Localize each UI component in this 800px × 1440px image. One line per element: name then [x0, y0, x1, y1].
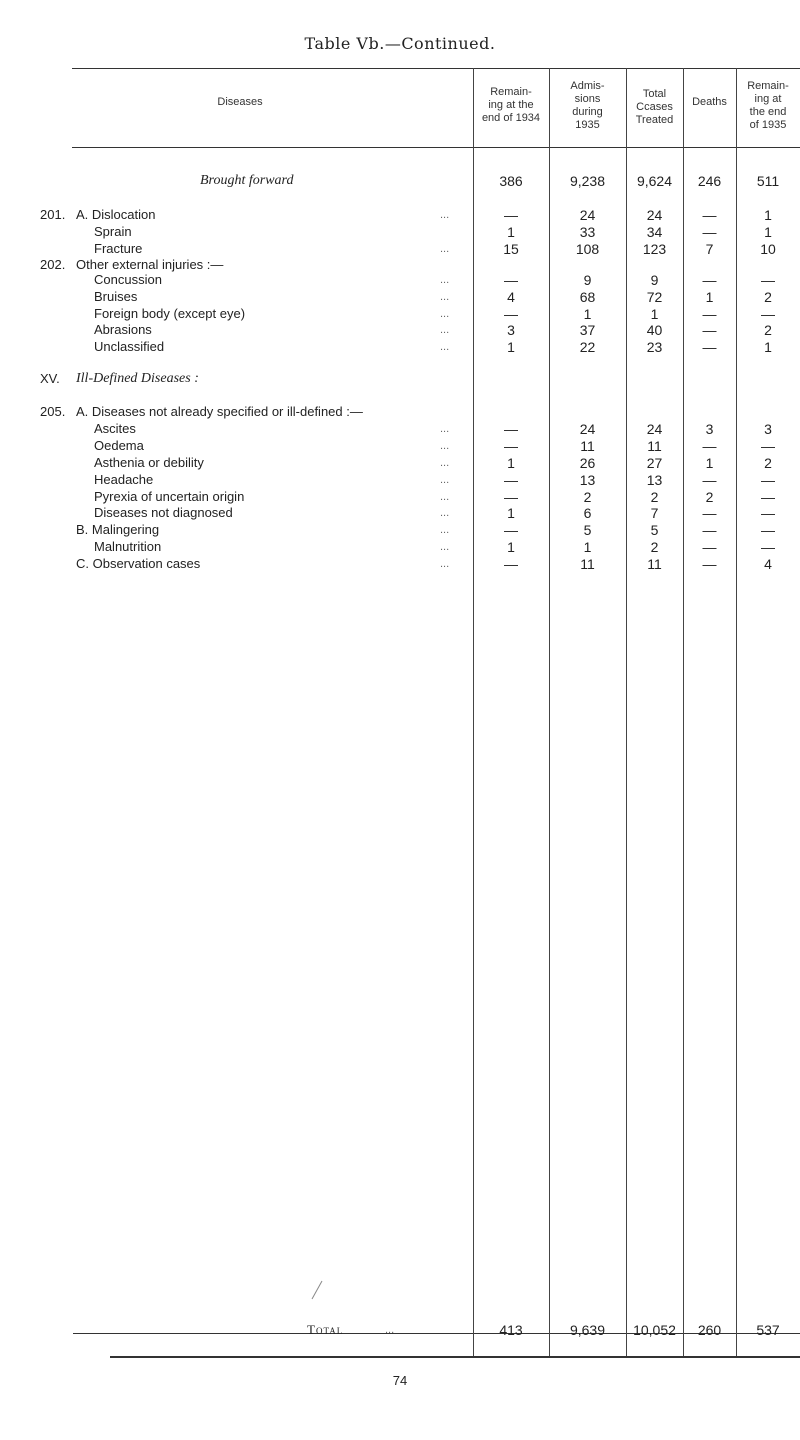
cell: —: [504, 556, 518, 572]
cell: 1: [507, 224, 515, 240]
row-number: 201.: [40, 207, 66, 222]
cell: 72: [646, 289, 663, 305]
cell: —: [761, 539, 775, 555]
total-label: Total: [307, 1322, 344, 1337]
cell: —: [504, 522, 518, 538]
stray-slash-mark: [310, 1280, 324, 1300]
row-label: Oedema: [94, 438, 144, 453]
cell: 2: [764, 322, 772, 338]
leader-dots: ...: [440, 209, 450, 221]
cell: 24: [646, 207, 663, 223]
cell: 11: [580, 556, 595, 572]
row-label: B. Malingering: [76, 522, 160, 537]
leader-dots: ...: [440, 491, 450, 503]
cell: 1: [650, 306, 659, 322]
cell: 24: [579, 421, 596, 437]
leader-dots: ...: [440, 474, 450, 486]
cell: 27: [646, 455, 663, 471]
total-dots: ...: [385, 1324, 395, 1336]
row-number: XV.: [40, 371, 60, 386]
cell: —: [504, 489, 518, 505]
brought-forward-label: Brought forward: [200, 173, 294, 188]
cell: 108: [575, 241, 600, 257]
table-row: [0, 438, 800, 454]
leader-dots: ...: [440, 341, 450, 353]
table-row: [0, 241, 800, 257]
table-row: [0, 306, 800, 322]
cell: —: [702, 339, 717, 355]
table-row: [0, 404, 800, 420]
row-label: Malnutrition: [94, 539, 162, 554]
row-label: Ascites: [94, 421, 136, 436]
leader-dots: ...: [440, 324, 450, 336]
cell: 9,639: [569, 1322, 606, 1338]
cell: —: [702, 438, 717, 454]
table-row: [0, 455, 800, 471]
table-row: [0, 257, 800, 273]
cell: 1: [764, 339, 772, 355]
row-label: Ill-Defined Diseases :: [76, 371, 199, 386]
cell: 123: [642, 241, 667, 257]
table-row: [0, 371, 800, 387]
cell: —: [504, 421, 518, 437]
cell: 413: [499, 1322, 523, 1338]
cell: —: [504, 207, 518, 223]
cell: 9: [650, 272, 659, 288]
page-number: 74: [392, 1373, 408, 1388]
row-label: Headache: [94, 472, 154, 487]
cell: 34: [646, 224, 663, 240]
row-label: A. Dislocation: [76, 207, 156, 222]
cell: —: [702, 472, 717, 488]
cell: 5: [583, 522, 592, 538]
table-row: [0, 489, 800, 505]
cell: 5: [650, 522, 659, 538]
table-row: [0, 505, 800, 521]
cell: 6: [583, 505, 592, 521]
row-label: Foreign body (except eye): [94, 306, 246, 321]
cell: 22: [579, 339, 596, 355]
brought-forward-row: [0, 173, 800, 189]
cell: —: [702, 272, 717, 288]
header-top-rule: [72, 68, 800, 69]
cell: 1: [764, 207, 772, 223]
cell: 3: [764, 421, 772, 437]
cell: 1: [507, 339, 515, 355]
cell: 1: [507, 539, 515, 555]
cell: 23: [646, 339, 663, 355]
cell: 7: [705, 241, 714, 257]
cell: 40: [646, 322, 663, 338]
header-remain-end: Remain- ing at the end of 1935: [747, 80, 789, 131]
table-title: Table Vb.—Continued.: [304, 34, 496, 53]
total-row: [0, 1322, 800, 1338]
leader-dots: ...: [440, 541, 450, 553]
cell: 10,052: [633, 1322, 676, 1338]
cell: 1: [705, 289, 714, 305]
cell: 511: [756, 173, 780, 189]
cell: 1: [705, 455, 714, 471]
cell: 2: [764, 455, 772, 471]
cell: —: [504, 472, 518, 488]
cell: —: [761, 438, 775, 454]
cell: 1: [583, 306, 592, 322]
cell: 246: [697, 173, 722, 189]
cell: —: [504, 272, 518, 288]
cell: 11: [647, 438, 662, 454]
cell: —: [761, 522, 775, 538]
cell: —: [702, 556, 717, 572]
leader-dots: ...: [440, 440, 450, 452]
leader-dots: ...: [440, 457, 450, 469]
cell: 3: [507, 322, 515, 338]
cell: —: [761, 489, 775, 505]
table-row: [0, 207, 800, 223]
header-remain-start: Remain- ing at the end of 1934: [481, 86, 541, 124]
cell: —: [702, 539, 717, 555]
cell: 24: [579, 207, 596, 223]
row-label: Unclassified: [94, 339, 165, 354]
cell: —: [702, 224, 717, 240]
cell: 2: [650, 489, 659, 505]
cell: 1: [507, 505, 515, 521]
cell: 386: [499, 173, 523, 189]
leader-dots: ...: [440, 558, 450, 570]
cell: 3: [705, 421, 714, 437]
table-row: [0, 289, 800, 305]
row-label: A. Diseases not already specified or ill-defined :—: [76, 404, 363, 419]
cell: 2: [764, 289, 772, 305]
cell: 13: [646, 472, 663, 488]
cell: —: [702, 306, 717, 322]
cell: 9,624: [636, 173, 673, 189]
cell: —: [702, 207, 717, 223]
leader-dots: ...: [440, 423, 450, 435]
row-label: Asthenia or debility: [94, 455, 204, 470]
row-label: Other external injuries :—: [76, 257, 224, 272]
cell: —: [761, 272, 775, 288]
cell: 11: [580, 438, 595, 454]
cell: 10: [760, 241, 776, 257]
cell: 4: [507, 289, 515, 305]
row-label: Diseases not diagnosed: [94, 505, 233, 520]
cell: 4: [764, 556, 772, 572]
cell: 24: [646, 421, 663, 437]
table-row: [0, 421, 800, 437]
header-bottom-rule: [72, 147, 800, 148]
cell: —: [761, 472, 775, 488]
cell: —: [504, 306, 518, 322]
cell: 68: [579, 289, 596, 305]
leader-dots: ...: [440, 274, 450, 286]
table-row: [0, 272, 800, 288]
table-row: [0, 224, 800, 240]
cell: —: [761, 306, 775, 322]
cell: —: [504, 438, 518, 454]
cell: 2: [583, 489, 592, 505]
row-label: Concussion: [94, 272, 162, 287]
cell: 260: [697, 1322, 722, 1338]
row-label: Fracture: [94, 241, 143, 256]
table-row: [0, 322, 800, 338]
cell: 7: [650, 505, 659, 521]
row-label: Bruises: [94, 289, 138, 304]
table-row: [0, 339, 800, 355]
cell: 9: [583, 272, 592, 288]
cell: 1: [507, 455, 515, 471]
cell: 537: [756, 1322, 780, 1338]
table-row: [0, 556, 800, 572]
table-row: [0, 539, 800, 555]
leader-dots: ...: [440, 291, 450, 303]
cell: 2: [705, 489, 714, 505]
cell: —: [761, 505, 775, 521]
table-bottom-rule: [110, 1356, 800, 1358]
row-number: 205.: [40, 404, 66, 419]
table-row: [0, 522, 800, 538]
row-number: 202.: [40, 257, 66, 272]
row-label: Sprain: [94, 224, 132, 239]
leader-dots: ...: [440, 243, 450, 255]
leader-dots: ...: [440, 507, 450, 519]
row-label: Abrasions: [94, 322, 152, 337]
header-diseases: Diseases: [217, 96, 263, 108]
leader-dots: ...: [440, 308, 450, 320]
cell: —: [702, 505, 717, 521]
cell: 2: [650, 539, 659, 555]
row-label: C. Observation cases: [76, 556, 201, 571]
table-row: [0, 472, 800, 488]
cell: 37: [579, 322, 596, 338]
cell: 11: [647, 556, 662, 572]
cell: 1: [583, 539, 592, 555]
cell: 15: [503, 241, 519, 257]
cell: —: [702, 322, 717, 338]
cell: 13: [579, 472, 596, 488]
cell: 26: [579, 455, 596, 471]
row-label: Pyrexia of uncertain origin: [94, 489, 245, 504]
cell: 9,238: [569, 173, 606, 189]
leader-dots: ...: [440, 524, 450, 536]
header-deaths: Deaths: [692, 96, 727, 108]
header-total-cases: Total Ccases Treated: [635, 88, 674, 126]
cell: 33: [579, 224, 596, 240]
cell: —: [702, 522, 717, 538]
header-admissions: Admis- sions during 1935: [570, 80, 605, 131]
cell: 1: [764, 224, 772, 240]
